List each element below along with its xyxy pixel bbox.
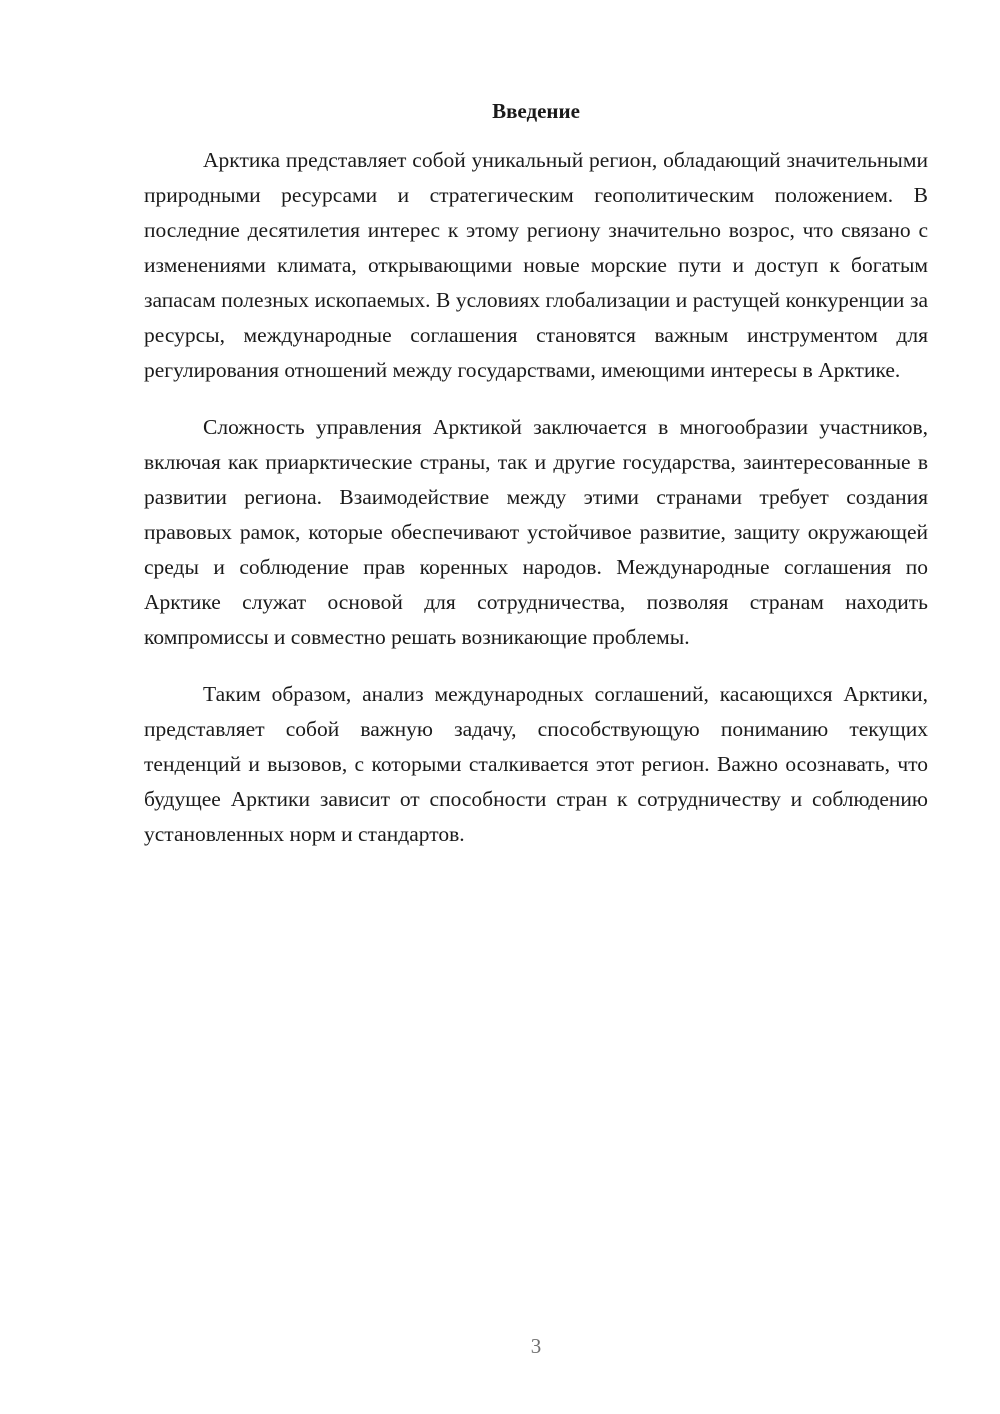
- body-text: [144, 143, 928, 874]
- paragraph-1: Арктика представляет собой уникальный регион, обладающий значительными природными ресурсами и стратегическим геополитическим положением. В последние десятилетия интерес к этому региону значительно возрос, что связано с изменениями климата, открывающими новые морские пути и доступ к богатым запасам полезных ископаемых. В условиях глобализации и растущей конкуренции за ресурсы, международные соглашения становятся важным инструментом для регулирования отношений между государствами, имеющими интересы в Арктике.: [144, 148, 928, 382]
- paragraph-3: Таким образом, анализ международных соглашений, касающихся Арктики, представляет собой важную задачу, способствующую пониманию текущих тенденций и вызовов, с которыми сталкивается этот регион. Важно осознавать, что будущее Арктики зависит от способности стран к сотрудничеству и соблюдению установленных норм и стандартов.: [144, 682, 928, 846]
- section-title: Введение: [492, 99, 580, 123]
- page-number: 3: [530, 1334, 542, 1358]
- paragraph-2: Сложность управления Арктикой заключается в многообразии участников, включая как приарктические страны, так и другие государства, заинтересованные в развитии региона. Взаимодействие между этими странами требует создания правовых рамок, которые обеспечивают устойчивое развитие, защиту окружающей среды и соблюдение прав коренных народов. Международные соглашения по Арктике служат основой для сотрудничества, позволяя странам находить компромиссы и совместно решать возникающие проблемы.: [144, 415, 928, 649]
